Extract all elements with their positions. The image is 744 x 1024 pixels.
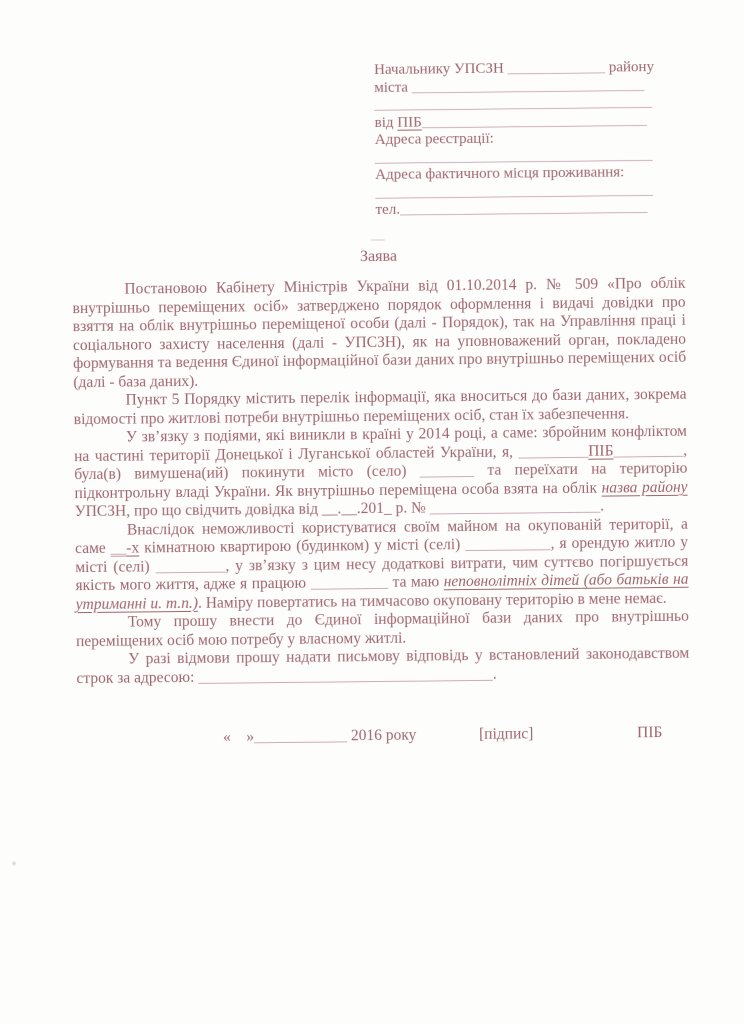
p3-certificate-blank: ______________________ [429, 497, 601, 517]
p3-district-name-hint: назва району [601, 478, 688, 497]
p3-name-blank-pre: _________ [518, 442, 589, 460]
p4-text-4: , у зв’язку з цим несу додаткові витрати, чим суттєво погіршується якість мого життя, адже я працюю [75, 552, 689, 595]
p4-city-blank-1: ___________ [465, 535, 551, 554]
p3-text-1: У зв’язку з подіями, які виникли в країні у 2014 році, а саме: збройним конфліктом на частині території Донецької і Луганської областей України, я, [74, 422, 687, 465]
p6-text-1: У разі відмови прошу надати письмову відповідь у встановлений законодавством строк за адресою: [76, 644, 690, 687]
phone-label: тел. [375, 201, 401, 218]
p4-text-2: кімнатною квартирою (будинком) у місті (селі) [144, 536, 461, 557]
reg-address-label: Адреса реєстрації: [374, 130, 494, 148]
p4-rooms-label: -х [126, 539, 140, 557]
city-label: міста [374, 79, 409, 96]
p6-address-blank: ______________________________________ [198, 665, 493, 686]
recipient-block [374, 59, 681, 220]
p3-text-4: УПСЗН, про що свідчить довідка від __.__.201_ р. № [74, 499, 426, 521]
p3-settlement-blank: _______ [419, 461, 475, 480]
signature-row [77, 724, 690, 752]
phone-blank: _________________________________ [399, 199, 648, 218]
p3-text-5: . [600, 497, 605, 515]
p3-pib-label: ПІБ [588, 441, 614, 460]
p4-city-blank-2: _________ [155, 557, 226, 575]
p4-text-5: та маю [392, 573, 440, 591]
p3-name-blank-post: _________ [613, 441, 684, 459]
p4-text-3: , я орендую житло у місті (селі) [75, 533, 689, 576]
from-name-label: ПІБ [397, 113, 422, 131]
chief-suffix-label: району [608, 59, 655, 76]
signature-name-label: ПІБ [636, 723, 663, 742]
document-title: Заява [359, 247, 398, 265]
city-blank: _______________________________ [411, 76, 645, 96]
date-quotes: « » [222, 728, 255, 746]
p4-rooms-blank: __ [110, 539, 127, 557]
p4-work-blank: __________ [310, 573, 389, 592]
reg-address-blank: _____________________________________ [374, 146, 653, 166]
recipient-line-phone [375, 199, 680, 220]
fact-address-label: Адреса фактичного місця проживання: [375, 164, 625, 183]
p3-text-2: , була(в) вимушена(ий) покинути місто (село) [74, 441, 688, 484]
from-label: від [374, 114, 394, 131]
paragraph-resolution: Постановою Кабінету Міністрів України від 01.10.2014 р. № 509 «Про облік внутрішньо переміщених осіб» затверджено порядок оформлення і видачі довідки про взяття на облік внутрішньо переміщеної особи (далі - Порядок), так на Управління праці і соціального захисту населення (далі - УПСЗН), як на уповноважений орган, покладено формування та ведення Єдиної інформаційної бази даних про внутрішньо переміщених осіб (далі - база даних). [72, 274, 687, 391]
recipient-line-from [375, 111, 680, 132]
chief-district-blank: _____________ [507, 59, 606, 77]
p4-text-6: . Наміру повертатись на тимчасово окуповану територію в мене немає. [197, 589, 667, 612]
from-blank: ______________________________ [421, 111, 647, 130]
paragraph-displacement [74, 423, 688, 522]
scan-artifact-speck [11, 861, 17, 866]
signature-date [223, 727, 416, 748]
chief-label: Начальнику УПСЗН [374, 60, 504, 78]
paragraph-property [75, 515, 689, 614]
p6-text-2: . [492, 665, 497, 683]
year-label: 2016 року [350, 726, 417, 745]
paragraph-reply [76, 645, 689, 688]
fact-address-blank: _____________________________________ [375, 181, 653, 201]
date-blank: ____________ [253, 727, 348, 746]
extra-blank: _____________________________________ [374, 94, 653, 113]
p4-dependents-hint: неповнолітніх дітей (або батьків на утриманні и. т.п.) [75, 570, 689, 613]
recipient-line-reg-blank [375, 146, 680, 167]
p4-text-1: Внаслідок неможливості користуватися своїм майном на окупованій території, а саме [75, 515, 688, 558]
paragraph-request: Тому прошу внести до Єдиної інформаційної бази даних про внутрішньо переміщених осіб мою потребу у власному житлі. [75, 607, 689, 650]
scan-artifact-dash [371, 239, 385, 241]
document-body [72, 244, 690, 752]
signature-placeholder: [підпис] [478, 725, 534, 743]
p3-text-3: та переїхати на територію підконтрольну владі України. Як внутрішньо переміщена особа взята на облік [74, 459, 688, 502]
paragraph-point5: Пункт 5 Порядку містить перелік інформації, яка вноситься до бази даних, зокрема відомості про житлові потреби внутрішньо переміщених осіб, стан їх забезпечення. [73, 385, 687, 428]
